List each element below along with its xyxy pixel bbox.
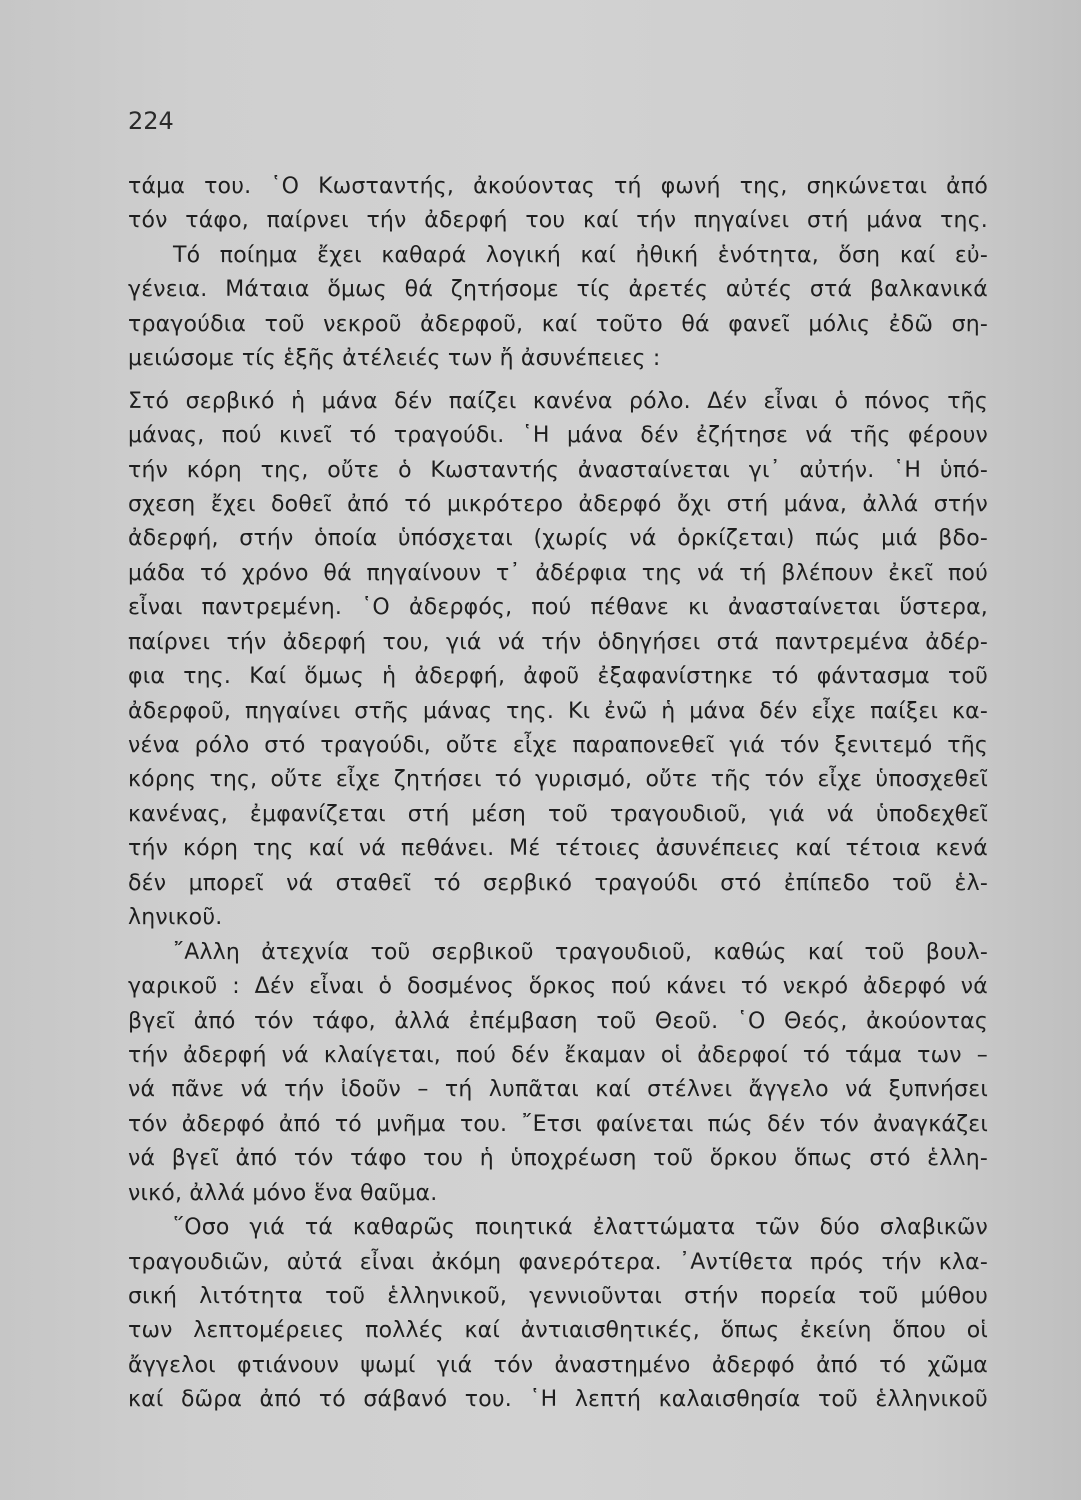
text-line: τήν κόρη της, οὔτε ὁ Κωσταντής ἀνασταίνεται γι᾽ αὐτήν. ῾Η ὑπό- bbox=[128, 457, 988, 483]
text-line: νικό, ἀλλά μόνο ἕνα θαῦμα. bbox=[128, 1180, 438, 1206]
text-line: ἀδερφοῦ, πηγαίνει στῆς μάνας της. Κι ἐνῶ ἡ μάνα δέν εἶχε παίξει κα- bbox=[128, 698, 988, 724]
text-line: δέν μπορεῖ νά σταθεῖ τό σερβικό τραγούδι στό ἐπίπεδο τοῦ ἑλ- bbox=[128, 870, 988, 896]
text-line: Τό ποίημα ἔχει καθαρά λογική καί ἠθική ἑνότητα, ὅση καί εὐ- bbox=[173, 242, 988, 268]
text-line: τόν τάφο, παίρνει τήν ἀδερφή του καί τήν πηγαίνει στή μάνα της. bbox=[128, 208, 988, 234]
text-line: τραγουδιῶν, αὐτά εἶναι ἀκόμη φανερότερα. ᾽Αντίθετα πρός τήν κλα- bbox=[128, 1249, 988, 1275]
text-line: Στό σερβικό ἡ μάνα δέν παίζει κανένα ρόλο. Δέν εἶναι ὁ πόνος τῆς bbox=[128, 388, 988, 414]
text-line: τήν κόρη της καί νά πεθάνει. Μέ τέτοιες ἀσυνέπειες καί τέτοια κενά bbox=[128, 836, 988, 862]
text-line: μάδα τό χρόνο θά πηγαίνουν τ᾽ ἀδέρφια της νά τή βλέπουν ἐκεῖ πού bbox=[128, 560, 988, 586]
text-line: ληνικοῦ. bbox=[128, 905, 223, 931]
text-line: νένα ρόλο στό τραγούδι, οὔτε εἶχε παραπονεθεῖ γιά τόν ξενιτεμό τῆς bbox=[128, 733, 988, 758]
text-line: μειώσομε τίς ἑξῆς ἀτέλειές των ἤ ἀσυνέπειες : bbox=[128, 346, 661, 372]
text-line: νά πᾶνε νά τήν ἰδοῦν – τή λυπᾶται καί στέλνει ἄγγελο νά ξυπνήσει bbox=[128, 1077, 988, 1103]
text-line: κόρης της, οὔτε εἶχε ζητήσει τό γυρισμό, οὔτε τῆς τόν εἶχε ὑποσχεθεῖ bbox=[128, 767, 988, 793]
body-text bbox=[128, 170, 988, 1418]
text-line: τραγούδια τοῦ νεκροῦ ἀδερφοῦ, καί τοῦτο θά φανεῖ μόλις ἐδῶ ση- bbox=[128, 311, 988, 337]
text-line: ῞Οσο γιά τά καθαρῶς ποιητικά ἐλαττώματα τῶν δύο σλαβικῶν bbox=[173, 1215, 988, 1241]
text-line: σική λιτότητα τοῦ ἑλληνικοῦ, γεννιοῦνται στήν πορεία τοῦ μύθου bbox=[128, 1284, 988, 1309]
text-line: καί δῶρα ἀπό τό σάβανό του. ῾Η λεπτή καλαισθησία τοῦ ἑλληνικοῦ bbox=[128, 1387, 988, 1413]
text-line: τάμα του. ῾Ο Κωσταντής, ἀκούοντας τή φωνή της, σηκώνεται ἀπό bbox=[128, 174, 988, 199]
text-line: εἶναι παντρεμένη. ῾Ο ἀδερφός, πού πέθανε κι ἀνασταίνεται ὕστερα, bbox=[128, 595, 988, 621]
text-line: γένεια. Μάταια ὅμως θά ζητήσομε τίς ἀρετές αὐτές στά βαλκανικά bbox=[128, 277, 988, 303]
text-line: ῎Αλλη ἀτεχνία τοῦ σερβικοῦ τραγουδιοῦ, καθώς καί τοῦ βουλ- bbox=[173, 939, 988, 965]
text-line: μάνας, πού κινεῖ τό τραγούδι. ῾Η μάνα δέν ἐζήτησε νά τῆς φέρουν bbox=[128, 423, 988, 449]
text-line: τήν ἀδερφή νά κλαίγεται, πού δέν ἔκαμαν οἱ ἀδερφοί τό τάμα των – bbox=[128, 1042, 988, 1068]
text-line: ἀδερφή, στήν ὁποία ὑπόσχεται (χωρίς νά ὁρκίζεται) πώς μιά βδο- bbox=[128, 526, 988, 552]
text-line: των λεπτομέρειες πολλές καί ἀντιαισθητικές, ὅπως ἐκείνη ὅπου οἱ bbox=[128, 1318, 988, 1344]
text-line: νά βγεῖ ἀπό τόν τάφο του ἡ ὑποχρέωση τοῦ ὅρκου ὅπως στό ἑλλη- bbox=[128, 1146, 988, 1172]
paragraph-gap bbox=[128, 377, 988, 385]
text-line: σχεση ἔχει δοθεῖ ἀπό τό μικρότερο ἀδερφό ὄχι στή μάνα, ἀλλά στήν bbox=[128, 491, 988, 517]
text-line: γαρικοῦ : Δέν εἶναι ὁ δοσμένος ὅρκος πού κάνει τό νεκρό ἀδερφό νά bbox=[128, 974, 988, 1000]
text-line: κανένας, ἐμφανίζεται στή μέση τοῦ τραγουδιοῦ, γιά νά ὑποδεχθεῖ bbox=[128, 801, 988, 827]
text-line: ἄγγελοι φτιάνουν ψωμί γιά τόν ἀναστημένο ἀδερφό ἀπό τό χῶμα bbox=[128, 1352, 988, 1378]
text-line: βγεῖ ἀπό τόν τάφο, ἀλλά ἐπέμβαση τοῦ Θεοῦ. ῾Ο Θεός, ἀκούοντας bbox=[128, 1008, 988, 1034]
text-line: παίρνει τήν ἀδερφή του, γιά νά τήν ὁδηγήσει στά παντρεμένα ἀδέρ- bbox=[128, 629, 988, 655]
page-number: 224 bbox=[128, 107, 174, 135]
text-line: φια της. Καί ὅμως ἡ ἀδερφή, ἀφοῦ ἐξαφανίστηκε τό φάντασμα τοῦ bbox=[128, 664, 988, 690]
text-line: τόν ἀδερφό ἀπό τό μνῆμα του. ῎Ετσι φαίνεται πώς δέν τόν ἀναγκάζει bbox=[128, 1111, 988, 1137]
